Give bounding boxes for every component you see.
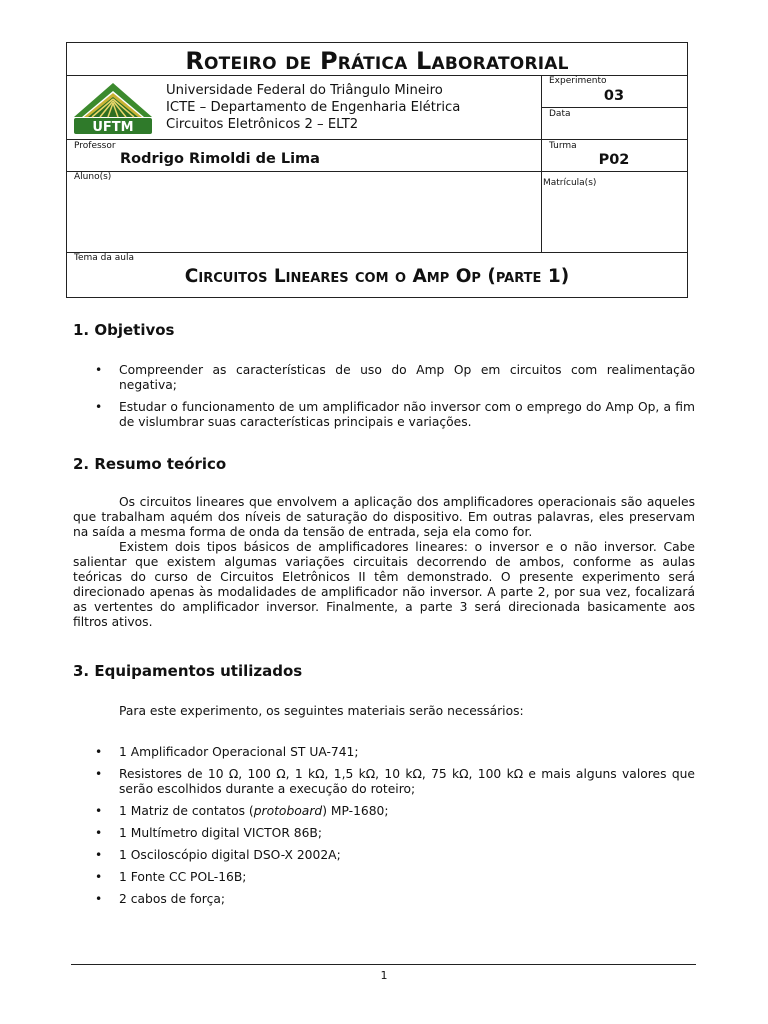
- theme-value: Circuitos Lineares com o Amp Op (parte 1): [184, 266, 570, 287]
- divider: [67, 171, 687, 172]
- list-item: • Compreender as características de uso do Amp Op em circuitos com realimentação negativa;: [95, 363, 695, 392]
- experiment-label: Experimento: [549, 76, 607, 86]
- uftm-logo: [72, 77, 154, 135]
- list-item: • 1 Multímetro digital VICTOR 86B;: [95, 826, 322, 840]
- paragraph: Existem dois tipos básicos de amplificadores lineares: o inversor e o não inversor. Cabe salientar que existem algumas variações circuitais decorrendo de ambos, conforme as aulas teóricas do curso de Circuitos Eletrônicos II têm demonstrado. O presente experimento será direcionado apenas às modalidades de amplificador não inversor. A parte 2, por sua vez, focalizará as vertentes do amplificador inversor. Finalmente, a parte 3 será direcionada basicamente aos filtros ativos.: [73, 540, 695, 629]
- institution-info: [166, 82, 460, 133]
- experiment-value: 03: [603, 88, 625, 104]
- list-item: • 1 Matriz de contatos (protoboard) MP-1680;: [95, 804, 389, 818]
- students-label: Aluno(s): [74, 172, 112, 182]
- objectives-list: [73, 363, 695, 430]
- bullet-icon: •: [95, 804, 103, 818]
- course-name: Circuitos Eletrônicos 2 – ELT2: [166, 117, 359, 132]
- list-item: • 1 Fonte CC POL-16B;: [95, 870, 247, 884]
- equipment-intro: Para este experimento, os seguintes materiais serão necessários:: [119, 704, 524, 718]
- registration-label: Matrícula(s): [543, 178, 597, 188]
- professor-value: Rodrigo Rimoldi de Lima: [120, 151, 320, 167]
- footer-divider: [71, 964, 696, 965]
- section-heading: 3. Equipamentos utilizados: [73, 662, 303, 680]
- svg-text:UFTM: UFTM: [92, 120, 134, 135]
- class-value: P02: [598, 152, 630, 168]
- professor-label: Professor: [74, 141, 116, 151]
- theory-paragraphs: [73, 495, 695, 630]
- bullet-icon: •: [95, 767, 103, 781]
- list-item: • 2 cabos de força;: [95, 892, 226, 906]
- theme-label: Tema da aula: [74, 253, 134, 263]
- list-item: • Estudar o funcionamento de um amplificador não inversor com o emprego do Amp Op, a fim de vislumbrar suas características principais e variações.: [95, 400, 695, 429]
- date-label: Data: [549, 109, 571, 119]
- bullet-icon: •: [95, 363, 103, 377]
- section-equipment: [73, 664, 695, 679]
- section-heading: 2. Resumo teórico: [73, 455, 227, 473]
- section-heading: 1. Objetivos: [73, 321, 175, 339]
- header-table: [66, 42, 688, 298]
- class-label: Turma: [549, 141, 577, 151]
- university-name: Universidade Federal do Triângulo Mineiro: [166, 83, 443, 98]
- paragraph: Os circuitos lineares que envolvem a aplicação dos amplificadores operacionais são aqueles que trabalham aquém dos níveis de saturação do dispositivo. Em outras palavras, eles preservam na saída a mesma forma de onda da tensão de entrada, seja ela como for.: [73, 495, 695, 539]
- bullet-icon: •: [95, 848, 103, 862]
- equipment-list: [73, 745, 695, 907]
- objectives-list-wrapper: [73, 363, 695, 437]
- equipment-intro-wrapper: [73, 704, 695, 719]
- list-item: • Resistores de 10 Ω, 100 Ω, 1 kΩ, 1,5 kΩ, 10 kΩ, 75 kΩ, 100 kΩ e mais alguns valores que serão escolhidos durante a execução do roteiro;: [95, 767, 695, 796]
- divider: [541, 107, 687, 108]
- list-item: • 1 Osciloscópio digital DSO-X 2002A;: [95, 848, 341, 862]
- bullet-icon: •: [95, 870, 103, 884]
- divider: [67, 252, 687, 253]
- divider: [67, 139, 687, 140]
- equipment-list-wrapper: [73, 745, 695, 914]
- bullet-icon: •: [95, 892, 103, 906]
- section-theory: [73, 457, 695, 472]
- list-item: • 1 Amplificador Operacional ST UA-741;: [95, 745, 359, 759]
- page-number: 1: [380, 969, 388, 982]
- bullet-icon: •: [95, 400, 103, 414]
- department-name: ICTE – Departamento de Engenharia Elétrica: [166, 100, 461, 115]
- bullet-icon: •: [95, 826, 103, 840]
- bullet-icon: •: [95, 745, 103, 759]
- document-title: Roteiro de Prática Laboratorial: [185, 47, 569, 75]
- section-objectives: [73, 323, 695, 338]
